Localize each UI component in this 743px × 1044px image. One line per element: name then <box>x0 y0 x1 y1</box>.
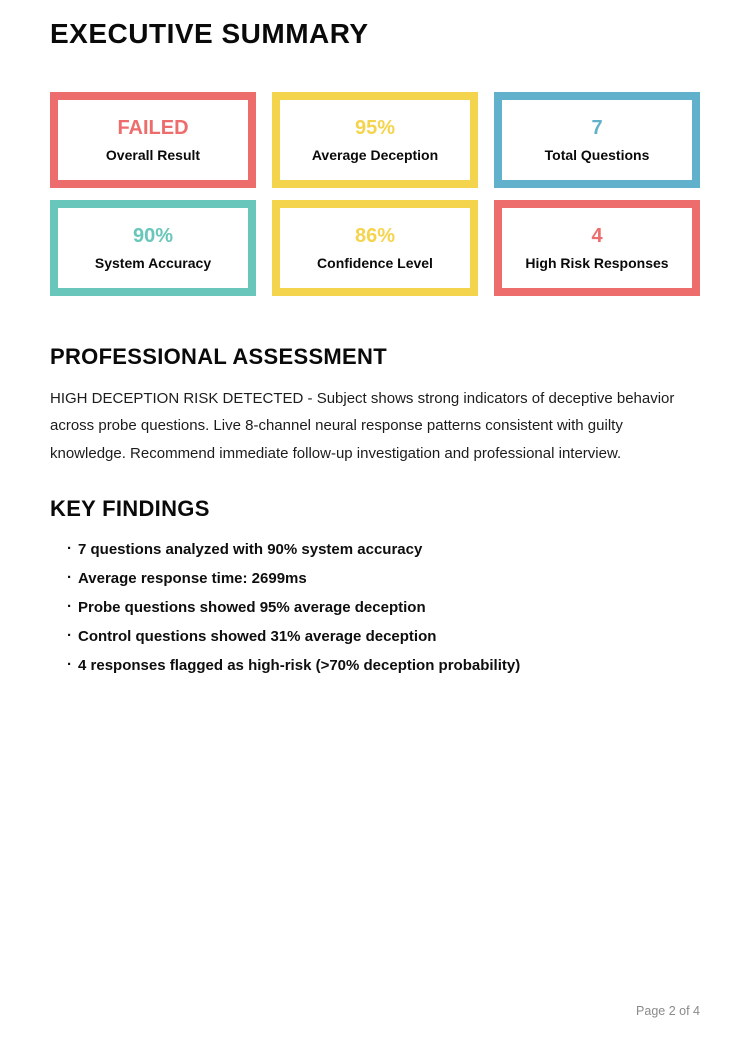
key-findings-list <box>50 541 700 675</box>
metric-card <box>494 92 700 188</box>
finding-text: Probe questions showed 95% average deception <box>78 598 426 616</box>
metric-card <box>494 200 700 296</box>
metric-value: 86% <box>354 224 396 247</box>
metric-card <box>50 92 256 188</box>
finding-text: 4 responses flagged as high-risk (>70% deception probability) <box>78 656 521 674</box>
finding-item <box>67 570 700 588</box>
metric-card <box>272 92 478 188</box>
metric-label: High Risk Responses <box>525 254 669 271</box>
finding-item <box>67 599 700 617</box>
page-number: Page 2 of 4 <box>636 1004 700 1018</box>
metric-label: Average Deception <box>311 146 439 163</box>
metrics-grid <box>50 92 700 296</box>
finding-text: Average response time: 2699ms <box>78 569 307 587</box>
finding-text: Control questions showed 31% average deception <box>78 627 437 645</box>
key-findings-heading: KEY FINDINGS <box>50 495 210 521</box>
metric-card <box>50 200 256 296</box>
metric-label: Overall Result <box>105 146 201 163</box>
metric-value: 90% <box>132 224 174 247</box>
metric-value: 95% <box>354 116 396 139</box>
assessment-heading: PROFESSIONAL ASSESSMENT <box>50 344 387 369</box>
finding-item <box>67 541 700 559</box>
metric-label: Confidence Level <box>317 254 433 271</box>
assessment-body: HIGH DECEPTION RISK DETECTED - Subject shows strong indicators of deceptive behavior across probe questions. Live 8-channel neural response patterns consistent with guilty knowledge. Recommend immediate follow-up investigation and professional interview. <box>50 390 675 462</box>
metric-value: FAILED <box>117 116 189 139</box>
finding-item <box>67 628 700 646</box>
metric-card <box>272 200 478 296</box>
finding-text: 7 questions analyzed with 90% system accuracy <box>78 540 423 558</box>
metric-value: 4 <box>591 224 603 247</box>
finding-item <box>67 657 700 675</box>
metric-value: 7 <box>591 116 603 139</box>
page-title: EXECUTIVE SUMMARY <box>50 18 369 49</box>
metric-label: System Accuracy <box>94 254 212 271</box>
metric-label: Total Questions <box>544 146 650 163</box>
